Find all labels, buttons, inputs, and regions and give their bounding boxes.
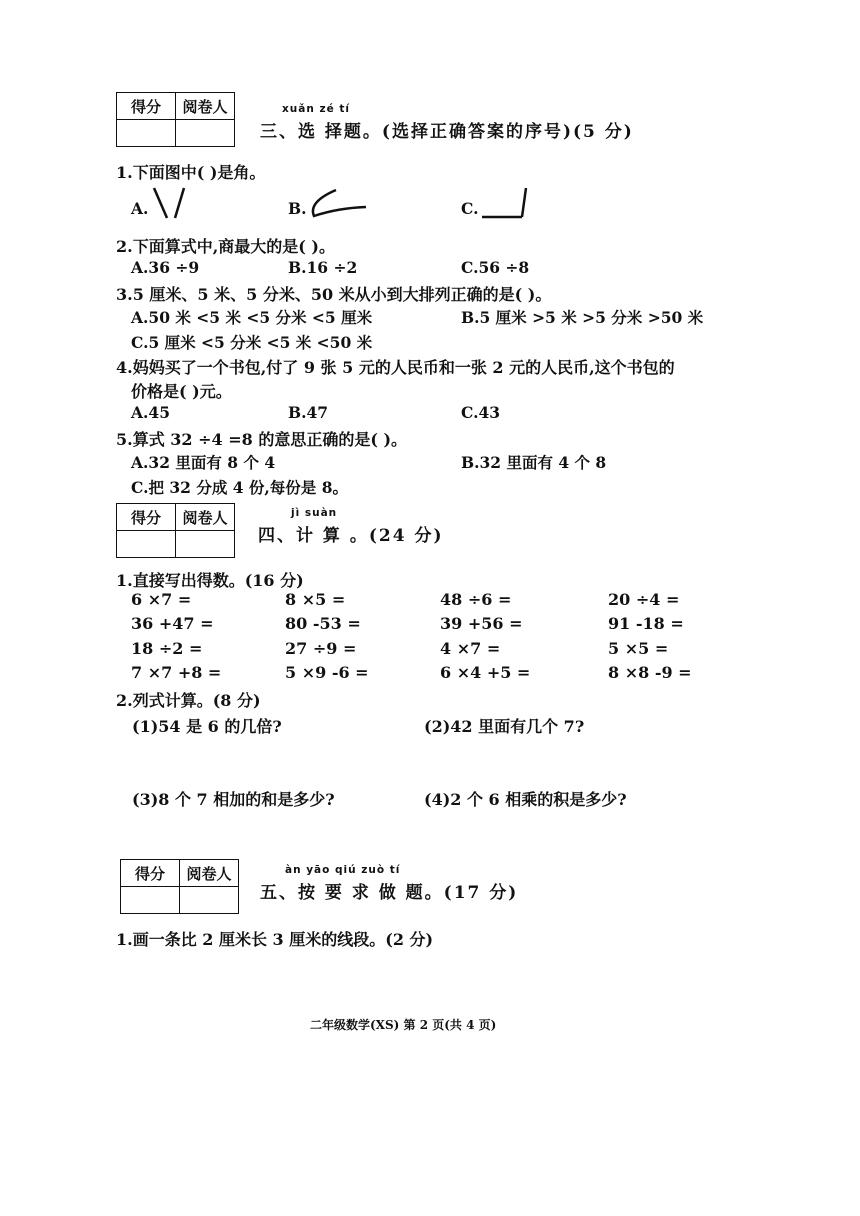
score-label: 得分	[117, 504, 176, 531]
score-box-section5	[120, 859, 239, 914]
section5-title: 五、按 要 求 做 题。(17 分)	[260, 883, 519, 903]
page-footer: 二年级数学(XS) 第 2 页(共 4 页)	[310, 1018, 497, 1032]
q3-4-stem-line1: 4.妈妈买了一个书包,付了 9 张 5 元的人民币和一张 2 元的人民币,这个书包的	[116, 358, 675, 377]
section4-title: 四、计 算 。(24 分)	[258, 526, 444, 546]
q3-4-option-b: B.47	[288, 403, 329, 422]
calc-list-heading: 2.列式计算。(8 分)	[116, 691, 261, 710]
score-cell[interactable]	[117, 120, 176, 147]
score-box-section4	[116, 503, 235, 558]
q3-2-option-a: A.36 ÷9	[131, 258, 200, 277]
calc-item: 18 ÷2 =	[131, 639, 203, 658]
q3-1-option-c: C.	[461, 199, 479, 218]
calc-item: 8 ×5 =	[285, 590, 346, 609]
q3-3-stem: 3.5 厘米、5 米、5 分米、50 米从小到大排列正确的是( )。	[116, 285, 552, 304]
q3-4-option-c: C.43	[461, 403, 501, 422]
calc-item: 4 ×7 =	[440, 639, 501, 658]
calc-sub-3: (3)8 个 7 相加的和是多少?	[132, 790, 335, 809]
draw-line-question: 1.画一条比 2 厘米长 3 厘米的线段。(2 分)	[116, 930, 434, 949]
q3-4-option-a: A.45	[131, 403, 170, 422]
section3-pinyin: xuǎn zé tí	[282, 103, 350, 115]
q3-5-option-b: B.32 里面有 4 个 8	[461, 453, 607, 472]
q3-5-option-a: A.32 里面有 8 个 4	[131, 453, 276, 472]
q3-4-stem-line2: 价格是( )元。	[131, 382, 232, 401]
q3-5-stem: 5.算式 32 ÷4 =8 的意思正确的是( )。	[116, 430, 408, 449]
reviewer-cell[interactable]	[176, 531, 235, 558]
q3-3-option-c: C.5 厘米 <5 分米 <5 米 <50 米	[131, 333, 373, 352]
angle-figure-a	[150, 184, 190, 224]
calc-item: 36 +47 =	[131, 614, 214, 633]
calc-direct-heading: 1.直接写出得数。(16 分)	[116, 571, 304, 590]
calc-item: 39 +56 =	[440, 614, 523, 633]
calc-item: 6 ×4 +5 =	[440, 663, 531, 682]
q3-2-option-c: C.56 ÷8	[461, 258, 530, 277]
reviewer-label: 阅卷人	[176, 93, 235, 120]
reviewer-cell[interactable]	[180, 887, 239, 914]
calc-item: 80 -53 =	[285, 614, 361, 633]
calc-sub-2: (2)42 里面有几个 7?	[424, 717, 585, 736]
q3-2-option-b: B.16 ÷2	[288, 258, 358, 277]
q3-1-option-a: A.	[131, 199, 149, 218]
calc-item: 48 ÷6 =	[440, 590, 512, 609]
score-box-section3	[116, 92, 235, 147]
calc-item: 7 ×7 +8 =	[131, 663, 222, 682]
calc-item: 5 ×9 -6 =	[285, 663, 369, 682]
calc-sub-1: (1)54 是 6 的几倍?	[132, 717, 282, 736]
q3-3-option-b: B.5 厘米 >5 米 >5 分米 >50 米	[461, 308, 704, 327]
calc-item: 27 ÷9 =	[285, 639, 357, 658]
calc-item: 5 ×5 =	[608, 639, 669, 658]
curve-figure-b	[304, 184, 374, 224]
section3-title: 三、选 择题。(选择正确答案的序号)(5 分)	[260, 122, 634, 142]
score-label: 得分	[121, 860, 180, 887]
q3-2-stem: 2.下面算式中,商最大的是( )。	[116, 237, 335, 256]
q3-1-option-b: B.	[288, 199, 307, 218]
calc-item: 8 ×8 -9 =	[608, 663, 692, 682]
angle-figure-c	[480, 186, 530, 222]
score-cell[interactable]	[121, 887, 180, 914]
q3-1-stem: 1.下面图中( )是角。	[116, 163, 266, 182]
calc-item: 20 ÷4 =	[608, 590, 680, 609]
calc-item: 6 ×7 =	[131, 590, 192, 609]
reviewer-label: 阅卷人	[176, 504, 235, 531]
q3-5-option-c: C.把 32 分成 4 份,每份是 8。	[131, 478, 348, 497]
calc-sub-4: (4)2 个 6 相乘的积是多少?	[424, 790, 627, 809]
score-label: 得分	[117, 93, 176, 120]
section5-pinyin: àn yāo qiú zuò tí	[285, 864, 401, 876]
score-cell[interactable]	[117, 531, 176, 558]
reviewer-label: 阅卷人	[180, 860, 239, 887]
q3-3-option-a: A.50 米 <5 米 <5 分米 <5 厘米	[131, 308, 373, 327]
calc-item: 91 -18 =	[608, 614, 684, 633]
section4-pinyin: jì suàn	[291, 507, 338, 519]
reviewer-cell[interactable]	[176, 120, 235, 147]
